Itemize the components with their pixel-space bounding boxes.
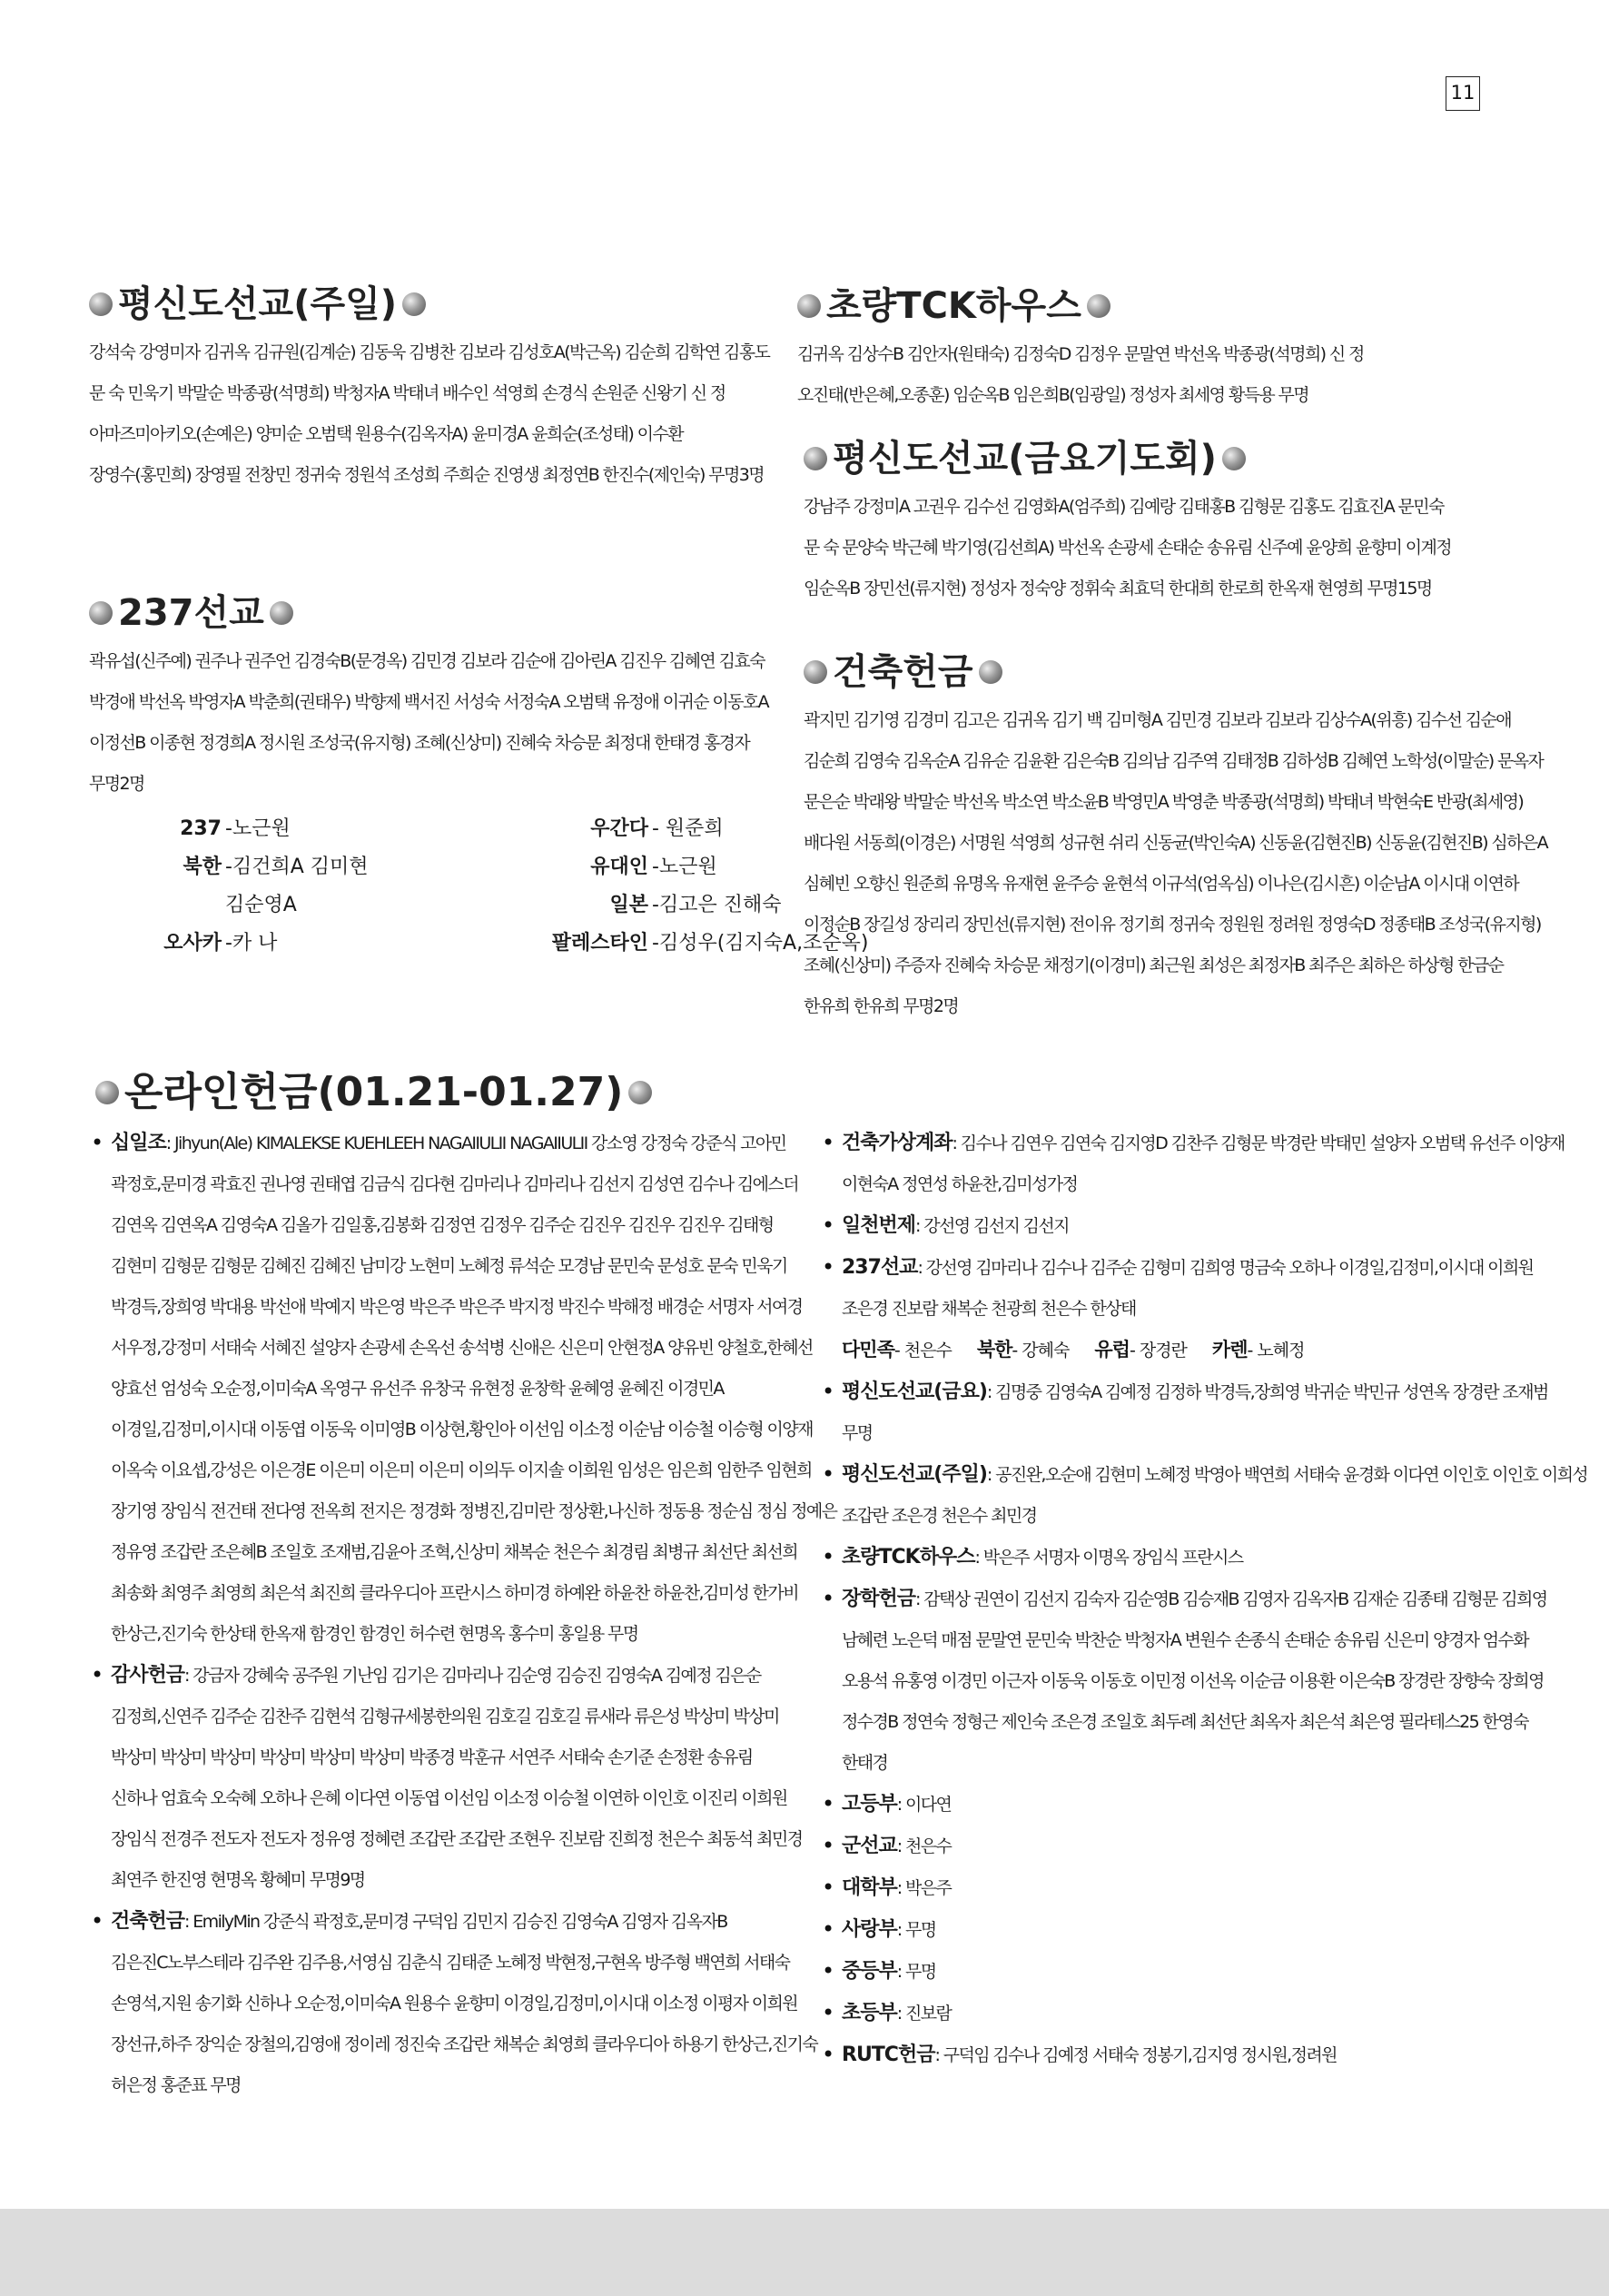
offering-label: 군선교 (842, 1835, 897, 1857)
bullet-dot-icon (804, 447, 827, 470)
donor-line: 곽지민 김기영 김경미 김고은 김귀옥 김기 백 김미형A 김민경 김보라 김보라 김상수A(위흥) 김수선 김순애 (804, 710, 1512, 730)
section-title (89, 282, 779, 327)
region-donors: - 노혜정 (1247, 1341, 1305, 1361)
offering-line (842, 1909, 1575, 1951)
offering-item (822, 1909, 1575, 1951)
offering-text: : 박은주 (896, 1878, 952, 1898)
offering-label: 고등부 (842, 1793, 897, 1816)
region-row (842, 1330, 1575, 1371)
donor-line: 곽유섭(신주예) 권주나 권주언 김경숙B(문경옥) 김민경 김보라 김순애 김아린A 김진우 김혜연 김효숙 (89, 651, 765, 671)
offering-text: : 구덕임 김수나 김예정 서태숙 정봉기,김지영 정시원,정려원 (934, 2045, 1337, 2065)
offering-line: 정유영 조갑란 조은혜B 조일호 조재범,김윤아 조혁,신상미 채복순 천은수 최경림 최병규 최선단 최선희 (111, 1542, 798, 1562)
offering-label: 일천번제 (842, 1214, 916, 1237)
donor-line: 문 숙 민욱기 박말순 박종광(석명희) 박청자A 박태녀 배수인 석영희 손경식 손원준 신왕기 신 정 (89, 383, 726, 403)
section-building (804, 649, 1584, 1027)
donor-lines (89, 641, 779, 805)
bullet-dot-icon (270, 601, 293, 625)
offering-line: 장기영 장임식 전건태 전다영 전옥희 전지은 정경화 정병진,김미란 정상환,나신하 정동용 정순심 정심 정예은 (111, 1501, 837, 1521)
offering-line: 곽정호,문미경 곽효진 권나영 권태엽 김금식 김다현 김마리나 김마리나 김선지 김성연 김수나 김에스더 (111, 1174, 798, 1194)
online-left-column (91, 1123, 837, 2106)
donor-line: 배다원 서동희(이경은) 서명원 석영희 성규현 쉬리 신동균(박인숙A) 신동윤(김현진B) 신동윤(김현진B) 심하은A (804, 833, 1548, 853)
footer-bar (0, 2209, 1609, 2296)
offering-item (91, 1123, 837, 1655)
bullet-dot-icon (402, 292, 426, 316)
donor-line: 아마즈미아키오(손예은) 양미순 오범택 원용수(김옥자A) 윤미경A 윤희순(조성태) 이수환 (89, 424, 683, 444)
offering-item (822, 1951, 1575, 1993)
offering-text: : 무명 (896, 1920, 936, 1940)
offering-item (822, 1371, 1575, 1454)
offering-line (842, 1993, 1575, 2034)
offering-line: 김현미 김형문 김형문 김혜진 김혜진 남미강 노현미 노혜정 류석순 모경남 문민숙 문성호 문숙 민욱기 (111, 1256, 787, 1276)
region-donors: -노근원 (225, 817, 291, 840)
donor-line: 조혜(신상미) 주증자 진혜숙 차승문 채정기(이경미) 최근원 최성은 최정자B 최주은 최하은 하상형 한금순 (804, 955, 1504, 975)
section-pyeongsin-friday (804, 436, 1584, 609)
region-pair (1212, 1341, 1305, 1361)
offering-line (842, 1123, 1575, 1164)
region-grid (89, 810, 869, 963)
offering-line: 이경일,김정미,이시대 이동엽 이동욱 이미영B 이상현,황인아 이선임 이소정 이순남 이승철 이승형 이양재 (111, 1420, 813, 1440)
region-pair (977, 1341, 1070, 1361)
section-title-text: 온라인헌금(01.21-01.27) (124, 1069, 624, 1115)
offering-label: 건축헌금 (111, 1910, 185, 1933)
offering-line: 양효선 엄성숙 오순정,이미숙A 옥영구 유선주 유창국 유현정 윤창학 윤혜영 윤혜진 이경민A (111, 1379, 724, 1399)
offering-item (822, 1993, 1575, 2034)
offering-line: 이옥숙 이요셉,강성은 이은경E 이은미 이은미 이은미 이의두 이지솔 이희원 임성은 임은희 임한주 임현희 (111, 1460, 812, 1480)
donor-line: 박경애 박선옥 박영자A 박춘희(권태우) 박향제 백서진 서성숙 서정숙A 오범택 유정애 이귀순 이동호A (89, 692, 769, 712)
bullet-dot-icon (1222, 447, 1246, 470)
offering-line (842, 1578, 1575, 1620)
offering-line: 정수경B 정연숙 정형근 제인숙 조은경 조일호 최두례 최선단 최옥자 최은석 최은영 필라테스25 한영숙 (842, 1712, 1528, 1732)
offering-label: RUTC헌금 (842, 2044, 935, 2066)
offering-label: 건축가상계좌 (842, 1132, 953, 1154)
region-pair (1094, 1341, 1187, 1361)
region-name (89, 886, 225, 925)
offering-line (842, 1867, 1575, 1909)
offering-label: 237선교 (842, 1256, 918, 1279)
donor-line: 오진태(반은혜,오종훈) 임순옥B 임은희B(임광일) 정성자 최세영 황득용 무명 (797, 385, 1309, 405)
offering-item (822, 1247, 1575, 1371)
region-donors: - 원준희 (652, 817, 724, 840)
bullet-dot-icon (89, 601, 113, 625)
region-name: 북한 (976, 1339, 1012, 1361)
offering-line (111, 1655, 817, 1697)
offering-line (842, 2034, 1575, 2076)
region-donors: - 천은수 (893, 1341, 952, 1361)
offering-label: 장학헌금 (842, 1588, 916, 1610)
donor-line: 강남주 강정미A 고권우 김수선 김영화A(엄주희) 김예랑 김태홍B 김형문 김홍도 김효진A 문민숙 (804, 497, 1444, 517)
donor-line: 한유희 한유희 무명2명 (804, 996, 959, 1016)
region-donors: - 장경란 (1129, 1341, 1187, 1361)
offering-line: 장선규,하주 장익순 장철의,김영애 정이레 정진숙 조갑란 채복순 최영희 클라우디아 하용기 한상근,진기숙 (111, 2034, 818, 2054)
offering-item (822, 1123, 1575, 1205)
section-online (95, 1067, 1584, 1123)
offering-label: 감사헌금 (111, 1664, 185, 1687)
offering-line: 허은정 홍준표 무명 (111, 2075, 241, 2095)
offering-item (91, 1655, 817, 1901)
donor-line: 김귀옥 김상수B 김안자(원태숙) 김정숙D 김정우 문말연 박선옥 박종광(석명희) 신 정 (797, 344, 1364, 364)
section-title-text: 평신도선교(주일) (118, 283, 398, 325)
section-title-text: 초량TCK하우스 (826, 285, 1081, 327)
offering-item (822, 1537, 1575, 1578)
offering-label: 대학부 (842, 1876, 897, 1899)
offering-line (842, 1205, 1575, 1247)
offering-line: 김정희,신연주 김주순 김찬주 김현석 김형규세봉한의원 김호길 김호길 류새라 류은성 박상미 박상미 (111, 1707, 779, 1727)
page-number: 11 (1446, 76, 1480, 111)
donor-line: 이정선B 이종현 정경희A 정시원 조성국(유지형) 조혜(신상미) 진혜숙 차승문 최정대 한태경 홍경자 (89, 733, 750, 753)
offering-item (822, 2034, 1575, 2076)
offering-label: 중등부 (842, 1960, 897, 1983)
region-donors: -김고은 진해숙 (652, 894, 782, 916)
section-pyeongsin-sunday (89, 282, 779, 496)
offering-line: 장임식 전경주 전도자 전도자 정유영 정혜련 조갑란 조갑란 조현우 진보람 진희정 천은수 최동석 최민경 (111, 1829, 803, 1849)
region-name: 일본 (609, 894, 648, 916)
offering-line (842, 1826, 1575, 1867)
donor-line: 이정순B 장길성 장리리 장민선(류지현) 전이유 정기희 정귀숙 정원원 정려원 정영숙D 정종태B 조성국(유지형) (804, 915, 1541, 935)
region-donors: 김순영A (225, 894, 297, 916)
offering-line (842, 1371, 1575, 1413)
offering-line: 박경득,장희영 박대용 박선애 박예지 박은영 박은주 박은주 박지정 박진수 박해정 배경순 서명자 서여경 (111, 1297, 803, 1317)
offering-text: : 김명중 김영숙A 김예정 김정하 박경득,장희영 박귀순 박민규 성연옥 장경란 조재범 (986, 1382, 1548, 1402)
offering-line (111, 1123, 817, 1164)
section-title-text: 평신도선교(금요기도회) (833, 438, 1217, 480)
region-name: 카렌 (1211, 1339, 1248, 1361)
section-title (804, 649, 1584, 695)
offering-line: 박상미 박상미 박상미 박상미 박상미 박상미 박종경 박훈규 서연주 서태숙 손기준 손정환 송유림 (111, 1747, 753, 1767)
region-name: 우간다 (590, 817, 648, 840)
region-name: 237 (180, 817, 222, 840)
offering-line: 한상근,진기숙 한상태 한옥재 함경인 함경인 허수련 현명옥 홍수미 홍일용 무명 (111, 1624, 638, 1644)
donor-line: 강석숙 강영미자 김귀옥 김규원(김계순) 김동욱 김병찬 김보라 김성호A(박근옥) 김순희 김학연 김홍도 (89, 342, 770, 362)
bullet-dot-icon (804, 660, 827, 684)
offering-text: : 천은수 (896, 1836, 952, 1856)
offering-label: 초등부 (842, 2002, 897, 2024)
donor-lines (89, 332, 779, 496)
offering-text: : 감택상 권연이 김선지 김숙자 김순영B 김승재B 김영자 김옥자B 김재순 김종태 김형문 김희영 (915, 1589, 1547, 1609)
bullet-dot-icon (628, 1081, 652, 1104)
offering-line (842, 1537, 1575, 1578)
region-donors: -김건희A 김미현 (225, 856, 369, 878)
offering-text: : 김수나 김연우 김연숙 김지영D 김찬주 김형문 박경란 박태민 설양자 오범택 유선주 이양재 (952, 1133, 1565, 1153)
bullet-dot-icon (95, 1081, 119, 1104)
donor-line: 무명2명 (89, 774, 144, 794)
region-name: 오사카 (163, 932, 222, 955)
offering-line: 이현숙A 정연성 하윤찬,김미성가정 (842, 1174, 1078, 1194)
offering-line: 신하나 엄효숙 오숙혜 오하나 은혜 이다연 이동엽 이선임 이소정 이승철 이연하 이인호 이진리 이희원 (111, 1788, 787, 1808)
offering-line: 손영석,지원 송기화 신하나 오순정,이미숙A 원용수 윤향미 이경일,김정미,이시대 이소정 이평자 이희원 (111, 1994, 798, 2014)
region-donors: -김성우(김지숙A,조순옥) (652, 932, 869, 955)
offering-item (822, 1578, 1575, 1784)
offering-label: 사랑부 (842, 1918, 897, 1941)
region-name: 유대인 (590, 856, 648, 878)
region-name: 다민족 (842, 1339, 894, 1361)
offering-line: 조갑란 조은경 천은수 최민경 (842, 1506, 1037, 1526)
offering-text: : 무명 (896, 1962, 936, 1982)
offering-line: 김연옥 김연옥A 김영숙A 김올가 김일홍,김봉화 김정연 김정우 김주순 김진우 김진우 김진우 김태형 (111, 1215, 774, 1235)
offering-item (822, 1454, 1588, 1537)
offering-text: : 박은주 서명자 이명옥 장임식 프란시스 (974, 1548, 1243, 1568)
donor-line: 문 숙 문양숙 박근혜 박기영(김선희A) 박선옥 손광세 손태순 송유림 신주예 윤양희 윤향미 이계정 (804, 538, 1451, 558)
donor-line: 문은순 박래왕 박말순 박선옥 박소연 박소윤B 박영민A 박영춘 박종광(석명희) 박태녀 박현숙E 반광(최세영) (804, 792, 1524, 812)
section-title-text: 237선교 (118, 592, 264, 634)
offering-line (111, 1901, 817, 1943)
offering-text: : 공진완,오순애 김현미 노혜정 박영아 백연희 서태숙 윤경화 이다연 이인호 이인호 이희성 (986, 1465, 1588, 1485)
donor-lines (797, 334, 1578, 416)
offering-text: : 강금자 강혜숙 공주원 기난임 김기은 김마리나 김순영 김승진 김영숙A 김예정 김은순 (184, 1666, 761, 1686)
offering-text: : 진보람 (896, 2004, 952, 2024)
offering-text: : EmilyMin 강준식 곽정호,문미경 구덕임 김민지 김승진 김영숙A 김영자 김옥자B (184, 1912, 727, 1932)
donor-line: 김순희 김영숙 김옥순A 김유순 김윤환 김은숙B 김의남 김주역 김태정B 김하성B 김혜연 노학성(이말순) 문옥자 (804, 751, 1544, 771)
offering-line: 서우정,강정미 서태숙 서혜진 설양자 손광세 손옥선 송석병 신애은 신은미 안현정A 양유빈 양철호,한혜선 (111, 1338, 813, 1358)
offering-text: : Jihyun(Ale) KIMALEKSE KUEHLEEH NAGAIIULII NAGAIIULII 강소영 강정숙 강준식 고아민 (165, 1133, 786, 1153)
offering-text: : 이다연 (896, 1795, 952, 1815)
section-title (89, 590, 779, 636)
offering-text: : 강선영 김마리나 김수나 김주순 김형미 김희영 명금숙 오하나 이경일,김정미,이시대 이희원 (917, 1258, 1534, 1278)
offering-item (822, 1784, 1575, 1826)
offering-label: 십일조 (111, 1132, 166, 1154)
region-donors: -노근원 (652, 856, 717, 878)
bullet-dot-icon (979, 660, 1002, 684)
offering-item (822, 1867, 1575, 1909)
offering-line (842, 1784, 1575, 1826)
section-mission-237 (89, 590, 869, 963)
region-name: 북한 (183, 856, 222, 878)
section-title (804, 436, 1584, 481)
offering-line: 최송화 최영주 최영희 최은석 최진희 클라우디아 프란시스 하미경 하예완 하윤찬 하윤찬,김미성 한가비 (111, 1583, 798, 1603)
region-name: 유럽 (1094, 1339, 1130, 1361)
offering-line: 무명 (842, 1423, 873, 1443)
offering-line: 오용석 유홍영 이경민 이근자 이동욱 이동호 이민정 이선옥 이순금 이용환 이은숙B 장경란 장향숙 장희영 (842, 1671, 1544, 1691)
donor-lines (804, 700, 1584, 1027)
offering-line: 김은진C노부스테라 김주완 김주용,서영심 김춘식 김태준 노혜정 박현정,구현옥 방주형 백연희 서태숙 (111, 1953, 790, 1973)
bullet-dot-icon (89, 292, 113, 316)
offering-line: 조은경 진보람 채복순 천광희 천은수 한상태 (842, 1299, 1136, 1319)
section-choryang-tck (797, 283, 1578, 416)
offering-item (822, 1826, 1575, 1867)
offering-label: 평신도선교(주일) (842, 1463, 987, 1486)
region-pair (842, 1341, 952, 1361)
region-donors: - 강혜숙 (1012, 1341, 1070, 1361)
offering-line (842, 1951, 1575, 1993)
donor-line: 장영수(홍민희) 장영필 전창민 정귀숙 정원석 조성희 주희순 진영생 최정연B 한진수(제인숙) 무명3명 (89, 465, 764, 485)
offering-line: 최연주 한진영 현명옥 황혜미 무명9명 (111, 1870, 365, 1890)
section-title (797, 283, 1578, 329)
offering-item (822, 1205, 1575, 1247)
online-right-column (822, 1123, 1588, 2076)
bullet-dot-icon (797, 294, 821, 318)
donor-line: 심혜빈 오향신 원준희 유명옥 유재현 윤주승 윤현석 이규석(엄옥심) 이나은(김시흔) 이순남A 이시대 이연하 (804, 874, 1519, 894)
offering-label: 초량TCK하우스 (842, 1546, 975, 1569)
donor-lines (804, 487, 1584, 609)
region-donors: -카 나 (225, 932, 278, 955)
bullet-dot-icon (1087, 294, 1111, 318)
offering-line (842, 1247, 1575, 1289)
donor-line: 임순옥B 장민선(류지현) 정성자 정숙양 정휘숙 최효덕 한대희 한로희 한옥재 현영희 무명15명 (804, 579, 1432, 599)
section-title-text: 건축헌금 (833, 651, 973, 693)
offering-line (842, 1454, 1588, 1496)
offering-text: : 강선영 김선지 김선지 (915, 1216, 1069, 1236)
region-name: 팔레스타인 (551, 932, 648, 955)
offering-line: 남혜련 노은덕 매점 문말연 문민숙 박찬순 박청자A 변원수 손종식 손태순 송유림 신은미 양경자 엄수화 (842, 1630, 1529, 1650)
section-title (95, 1067, 1584, 1117)
offering-label: 평신도선교(금요) (842, 1381, 987, 1403)
offering-line: 한태경 (842, 1753, 888, 1773)
offering-item (91, 1901, 817, 2106)
